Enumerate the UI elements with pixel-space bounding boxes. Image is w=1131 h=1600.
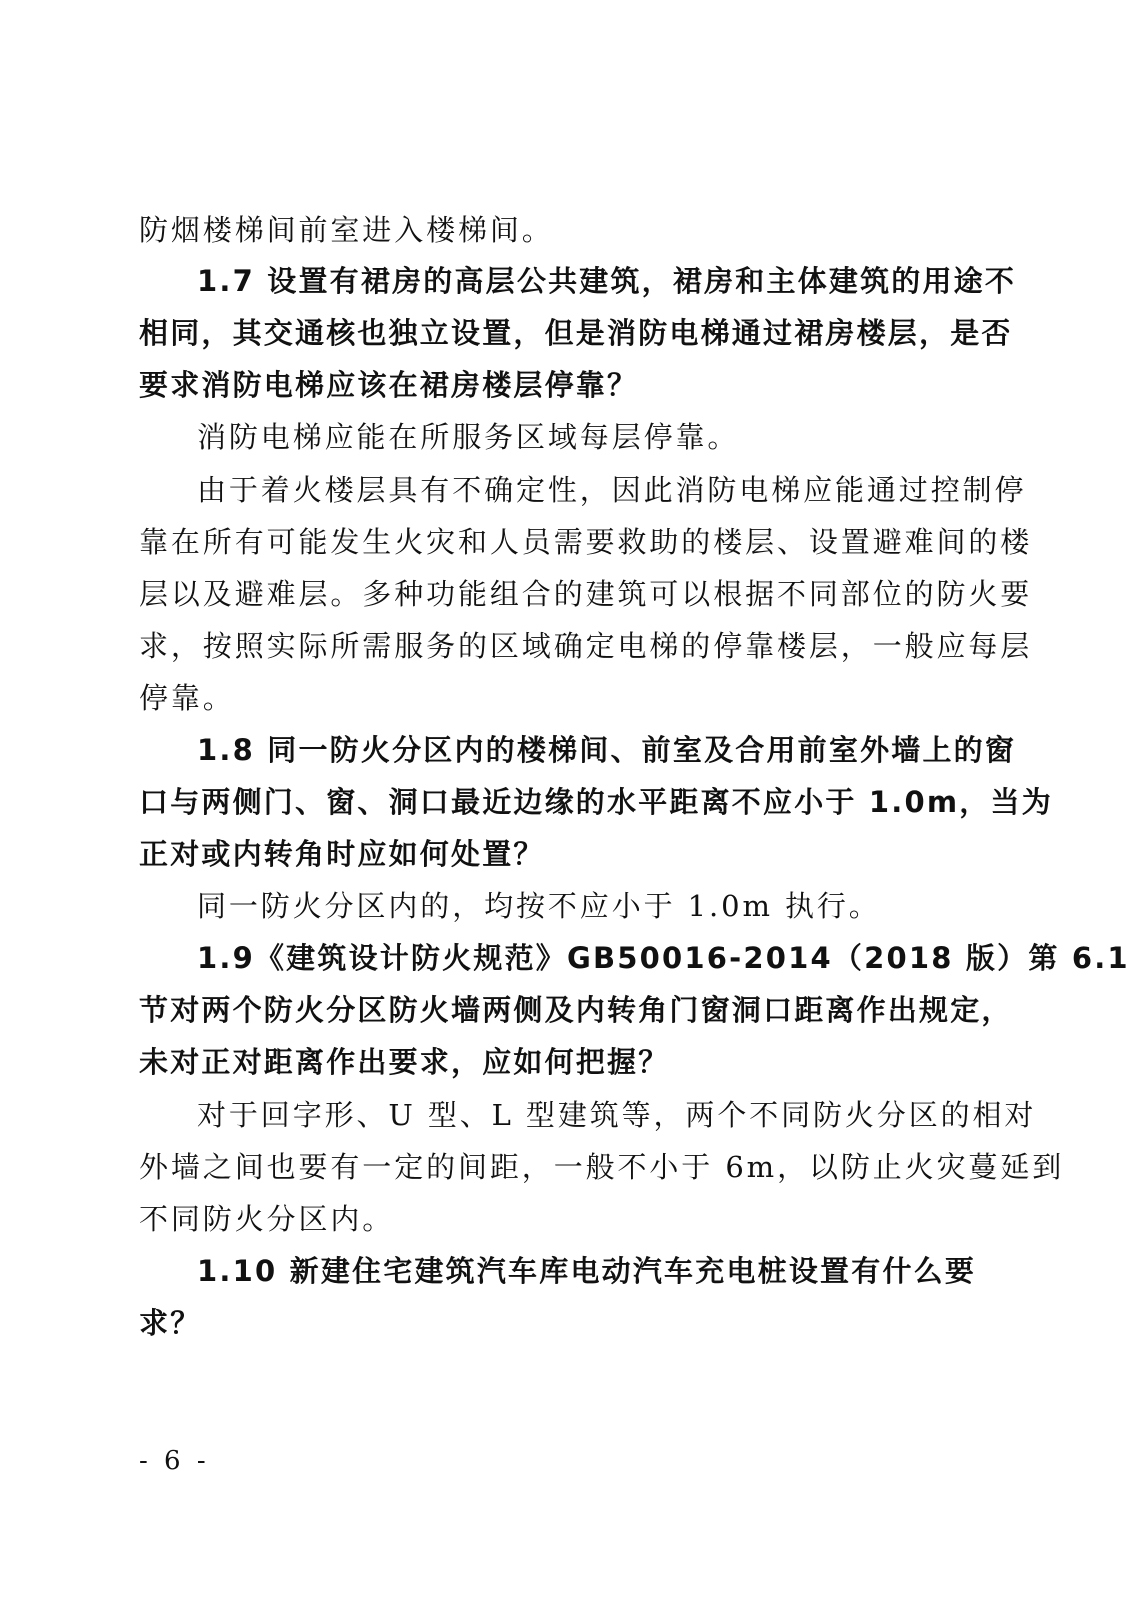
question-heading: 口与两侧门、窗、洞口最近边缘的水平距离不应小于 1.0m，当为: [139, 785, 1053, 819]
question-heading: 1.8 同一防火分区内的楼梯间、前室及合用前室外墙上的窗: [197, 733, 1017, 767]
question-heading: 节对两个防火分区防火墙两侧及内转角门窗洞口距离作出规定，: [139, 993, 1013, 1027]
question-heading: 1.10 新建住宅建筑汽车库电动汽车充电桩设置有什么要: [197, 1254, 977, 1288]
answer-line: 防烟楼梯间前室进入楼梯间。: [139, 213, 554, 247]
answer-line: 对于回字形、U 型、L 型建筑等，两个不同防火分区的相对: [197, 1098, 1037, 1132]
question-heading: 1.7 设置有裙房的高层公共建筑，裙房和主体建筑的用途不: [197, 264, 1017, 298]
question-heading: 正对或内转角时应如何处置？: [139, 837, 545, 871]
answer-line: 求，按照实际所需服务的区域确定电梯的停靠楼层，一般应每层: [139, 629, 1033, 663]
question-heading: 求？: [139, 1306, 202, 1340]
answer-line: 靠在所有可能发生火灾和人员需要救助的楼层、设置避难间的楼: [139, 525, 1033, 559]
answer-line: 不同防火分区内。: [139, 1202, 395, 1236]
answer-line: 停靠。: [139, 681, 235, 715]
answer-line: 层以及避难层。多种功能组合的建筑可以根据不同部位的防火要: [139, 577, 1033, 611]
page-number: - 6 -: [139, 1446, 210, 1476]
question-heading: 要求消防电梯应该在裙房楼层停靠？: [139, 368, 639, 402]
question-heading: 未对正对距离作出要求，应如何把握？: [139, 1045, 670, 1079]
answer-line: 由于着火楼层具有不确定性，因此消防电梯应能通过控制停: [197, 473, 1027, 507]
answer-line: 同一防火分区内的，均按不应小于 1.0m 执行。: [197, 889, 881, 923]
answer-line: 消防电梯应能在所服务区域每层停靠。: [197, 420, 740, 454]
question-heading: 相同，其交通核也独立设置，但是消防电梯通过裙房楼层，是否: [139, 316, 1013, 350]
answer-line: 外墙之间也要有一定的间距，一般不小于 6m，以防止火灾蔓延到: [139, 1150, 1065, 1184]
question-heading: 1.9《建筑设计防火规范》GB50016-2014（2018 版）第 6.1: [197, 941, 1130, 975]
